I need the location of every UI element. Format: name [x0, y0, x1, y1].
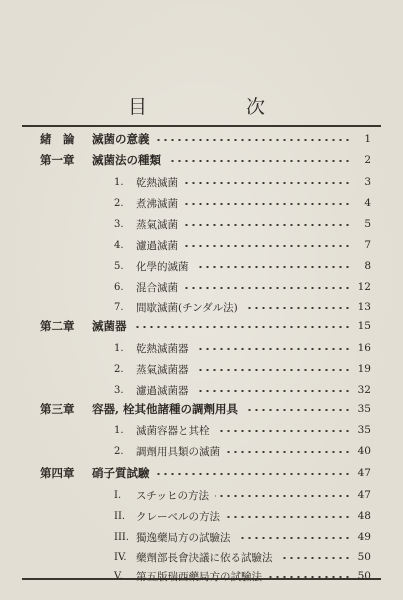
toc-section-row: [0, 214, 403, 234]
toc-section-row: [0, 297, 403, 317]
section-title: 濾過滅菌: [136, 239, 178, 252]
toc-section-row: [0, 485, 403, 505]
page-number: 13: [357, 301, 371, 313]
chapter-title: 滅菌の意義: [92, 132, 150, 146]
page-title: 目 次: [127, 96, 305, 118]
section-number: 3.: [114, 384, 124, 396]
section-number: V.: [114, 570, 123, 582]
page-number: 8: [364, 260, 371, 272]
section-title: 混合滅菌: [136, 281, 178, 294]
chapter-title: 滅菌法の種類: [92, 153, 161, 167]
page-number: 15: [357, 320, 371, 332]
section-title: 間歇滅菌(チンダル法): [136, 301, 238, 314]
toc-section-row: [0, 420, 403, 440]
leader-dots: [184, 203, 351, 205]
toc-section-row: [0, 235, 403, 255]
toc-section-row: [0, 527, 403, 547]
chapter-label: 第二章: [40, 319, 75, 333]
page-number: 7: [364, 239, 371, 251]
page-number: 35: [357, 403, 371, 415]
section-title: クレーベルの方法: [136, 510, 220, 523]
top-rule: [22, 125, 381, 127]
toc-chapter-row: [0, 463, 403, 483]
toc-chapter-row: [0, 150, 403, 170]
page-number: 47: [357, 489, 371, 501]
chapter-label: 第四章: [40, 466, 75, 480]
leader-dots: [184, 245, 351, 247]
page-number: 19: [357, 363, 371, 375]
leader-dots: [167, 160, 351, 162]
chapter-label: 第一章: [40, 153, 75, 167]
leader-dots: [244, 409, 351, 411]
leader-dots: [133, 326, 351, 328]
section-title: 濾過滅菌器: [136, 384, 189, 397]
leader-dots: [184, 182, 351, 184]
leader-dots: [195, 266, 351, 268]
page-number: 12: [357, 281, 371, 293]
page-number: 1: [364, 133, 371, 145]
toc-section-row: [0, 172, 403, 192]
section-number: 7.: [114, 301, 124, 313]
toc-section-row: [0, 441, 403, 461]
section-title: 藥劑部長會決議に依る試驗法: [136, 551, 273, 564]
section-title: 第五版瑞西藥局方の試驗法: [136, 570, 262, 583]
toc-section-row: [0, 547, 403, 567]
leader-dots: [156, 139, 351, 141]
section-number: 4.: [114, 239, 124, 251]
toc-section-row: [0, 193, 403, 213]
leader-dots: [244, 307, 351, 309]
toc-section-row: [0, 277, 403, 297]
section-number: 6.: [114, 281, 124, 293]
section-title: 蒸氣滅菌: [136, 218, 178, 231]
page-number: 2: [364, 154, 371, 166]
leader-dots: [184, 224, 351, 226]
section-number: 1.: [114, 176, 124, 188]
chapter-title: 容器, 栓其他諸種の調劑用具: [92, 402, 239, 416]
page-number: 50: [357, 570, 371, 582]
section-title: 滅菌容器と其栓: [136, 424, 210, 437]
leader-dots: [215, 495, 351, 497]
page-number: 50: [357, 551, 371, 563]
page-number: 16: [357, 342, 371, 354]
section-number: 2.: [114, 197, 124, 209]
section-number: IV.: [114, 551, 127, 563]
toc-chapter-row: [0, 399, 403, 419]
leader-dots: [268, 576, 351, 578]
leader-dots: [226, 516, 351, 518]
chapter-title: 硝子質試驗: [92, 466, 150, 480]
chapter-label: 第三章: [40, 402, 75, 416]
page-number: 49: [357, 531, 371, 543]
toc-section-row: [0, 380, 403, 400]
page-number: 5: [364, 218, 371, 230]
section-title: 化學的滅菌: [136, 260, 189, 273]
section-number: III.: [114, 531, 130, 543]
leader-dots: [195, 348, 351, 350]
page-number: 3: [364, 176, 371, 188]
leader-dots: [279, 557, 351, 559]
chapter-title: 滅菌器: [92, 319, 127, 333]
section-title: 乾熱滅菌: [136, 176, 178, 189]
section-number: II.: [114, 510, 126, 522]
leader-dots: [237, 537, 351, 539]
section-title: スチッヒの方法: [136, 489, 209, 502]
leader-dots: [216, 430, 351, 432]
section-number: 1.: [114, 424, 124, 436]
leader-dots: [184, 287, 351, 289]
section-title: 蒸氣滅菌器: [136, 363, 189, 376]
toc-section-row: [0, 338, 403, 358]
section-number: 2.: [114, 445, 124, 457]
page-number: 47: [357, 467, 371, 479]
toc-section-row: [0, 359, 403, 379]
section-number: 3.: [114, 218, 124, 230]
section-title: 煮沸滅菌: [136, 197, 178, 210]
toc-chapter-row: [0, 316, 403, 336]
leader-dots: [195, 369, 351, 371]
page-number: 48: [357, 510, 371, 522]
page-number: 4: [364, 197, 371, 209]
section-title: 調劑用具類の滅菌: [136, 445, 220, 458]
toc-section-row: [0, 506, 403, 526]
chapter-label: 緒 論: [40, 132, 75, 146]
section-title: 獨逸藥局方の試驗法: [136, 531, 231, 544]
section-number: 2.: [114, 363, 124, 375]
page-number: 35: [357, 424, 371, 436]
leader-dots: [195, 390, 351, 392]
toc-section-row: [0, 566, 403, 586]
leader-dots: [226, 451, 351, 453]
section-number: 1.: [114, 342, 124, 354]
section-number: I.: [114, 489, 122, 501]
page-number: 32: [357, 384, 371, 396]
toc-chapter-row: [0, 129, 403, 149]
toc-section-row: [0, 256, 403, 276]
section-number: 5.: [114, 260, 124, 272]
page-number: 40: [357, 445, 371, 457]
leader-dots: [156, 473, 351, 475]
section-title: 乾熱滅菌器: [136, 342, 189, 355]
